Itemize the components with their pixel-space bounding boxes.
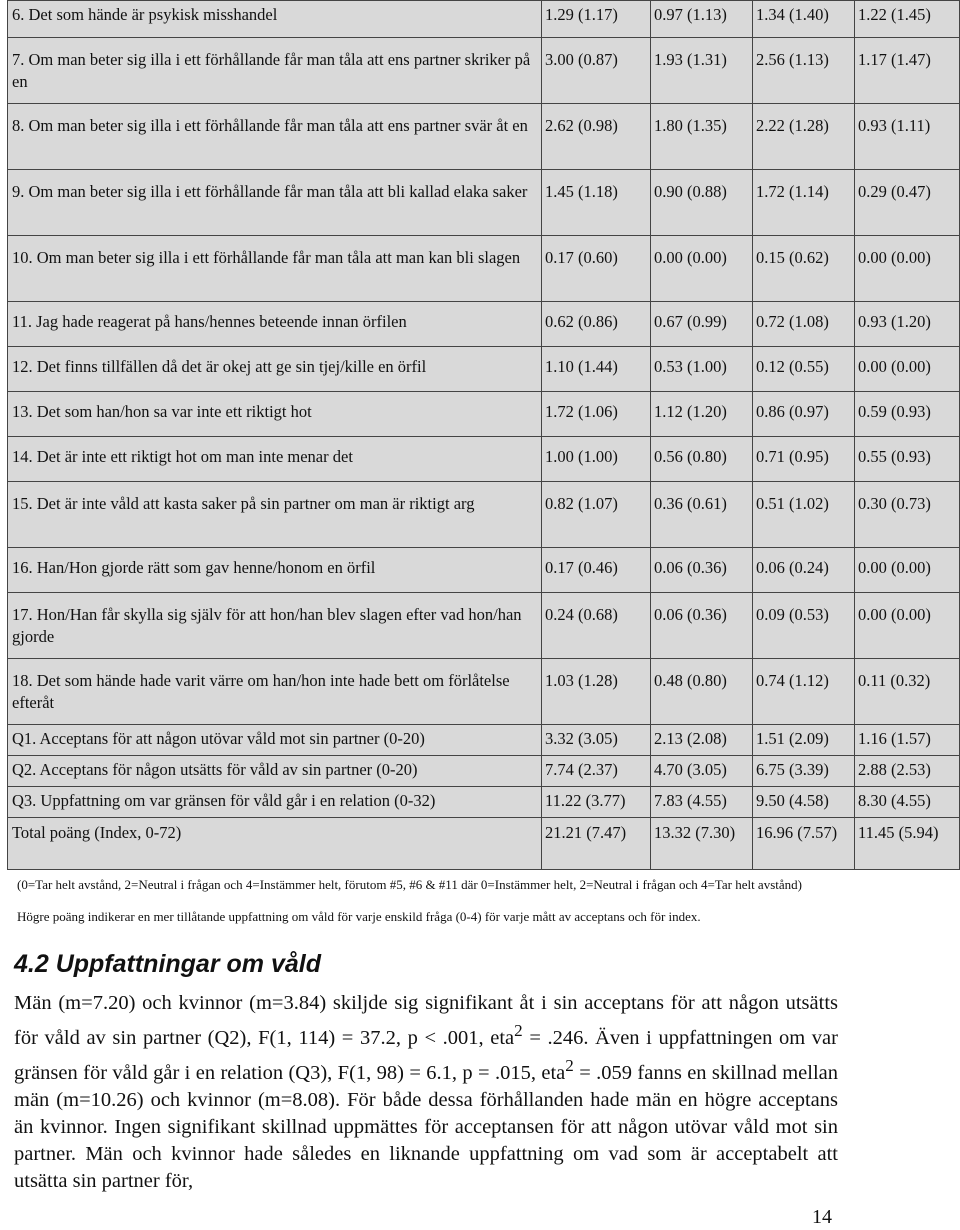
table-row [8,659,960,725]
value-cell: 0.72 (1.08) [753,302,855,347]
value-cell: 1.16 (1.57) [855,725,960,756]
question-label: 13. Det som han/hon sa var inte ett riktigt hot [8,392,542,437]
body-text-part-3: = .059 fanns en skillnad mellan män (m=10.26) och kvinnor (m=8.08). För både dessa förhållanden hade män en högre acceptans än kvinnor. Ingen signifikant skillnad uppmättes för acceptansen för att någon utövar våld mot sin partner. Män och kvinnor hade således en liknande uppfattning om vad som är acceptabelt att utsätta sin partner för, [14,1061,839,1192]
section-heading: 4.2 Uppfattningar om våld [14,950,321,978]
value-cell: 1.34 (1.40) [753,1,855,38]
value-cell: 11.22 (3.77) [542,787,651,818]
value-cell: 0.15 (0.62) [753,236,855,302]
question-label: 10. Om man beter sig illa i ett förhållande får man tåla att man kan bli slagen [8,236,542,302]
table-row [8,787,960,818]
results-table [7,0,960,870]
question-label: Q3. Uppfattning om var gränsen för våld går i en relation (0-32) [8,787,542,818]
question-label: Q2. Acceptans för någon utsätts för våld av sin partner (0-20) [8,756,542,787]
value-cell: 0.53 (1.00) [651,347,753,392]
table-row [8,593,960,659]
value-cell: 0.93 (1.20) [855,302,960,347]
question-label: 6. Det som hände är psykisk misshandel [8,1,542,38]
question-label: 15. Det är inte våld att kasta saker på sin partner om man är riktigt arg [8,482,542,548]
value-cell: 0.30 (0.73) [855,482,960,548]
question-label: 18. Det som hände hade varit värre om han/hon inte hade bett om förlåtelse efteråt [8,659,542,725]
value-cell: 0.29 (0.47) [855,170,960,236]
question-label: 9. Om man beter sig illa i ett förhållande får man tåla att bli kallad elaka saker [8,170,542,236]
value-cell: 0.55 (0.93) [855,437,960,482]
question-label: 8. Om man beter sig illa i ett förhållande får man tåla att ens partner svär åt en [8,104,542,170]
value-cell: 0.00 (0.00) [855,548,960,593]
value-cell: 0.93 (1.11) [855,104,960,170]
value-cell: 0.06 (0.36) [651,593,753,659]
value-cell: 9.50 (4.58) [753,787,855,818]
value-cell: 1.03 (1.28) [542,659,651,725]
question-label: 14. Det är inte ett riktigt hot om man inte menar det [8,437,542,482]
value-cell: 6.75 (3.39) [753,756,855,787]
value-cell: 11.45 (5.94) [855,818,960,870]
table-row [8,170,960,236]
value-cell: 4.70 (3.05) [651,756,753,787]
value-cell: 0.09 (0.53) [753,593,855,659]
value-cell: 0.00 (0.00) [651,236,753,302]
value-cell: 0.12 (0.55) [753,347,855,392]
table-row [8,818,960,870]
value-cell: 0.90 (0.88) [651,170,753,236]
table-row [8,392,960,437]
page-number: 14 [812,1206,832,1228]
value-cell: 7.83 (4.55) [651,787,753,818]
superscript: 2 [514,1021,523,1040]
superscript: 2 [565,1055,574,1075]
value-cell: 0.51 (1.02) [753,482,855,548]
question-label: 12. Det finns tillfällen då det är okej att ge sin tjej/kille en örfil [8,347,542,392]
value-cell: 8.30 (4.55) [855,787,960,818]
table-row [8,1,960,38]
table-row [8,725,960,756]
value-cell: 0.97 (1.13) [651,1,753,38]
table-row [8,38,960,104]
value-cell: 1.93 (1.31) [651,38,753,104]
value-cell: 0.36 (0.61) [651,482,753,548]
value-cell: 7.74 (2.37) [542,756,651,787]
value-cell: 16.96 (7.57) [753,818,855,870]
value-cell: 0.86 (0.97) [753,392,855,437]
value-cell: 0.48 (0.80) [651,659,753,725]
value-cell: 0.17 (0.46) [542,548,651,593]
value-cell: 1.17 (1.47) [855,38,960,104]
value-cell: 0.71 (0.95) [753,437,855,482]
value-cell: 1.45 (1.18) [542,170,651,236]
value-cell: 0.74 (1.12) [753,659,855,725]
question-label: 17. Hon/Han får skylla sig själv för att hon/han blev slagen efter vad hon/han gjorde [8,593,542,659]
value-cell: 2.22 (1.28) [753,104,855,170]
value-cell: 0.11 (0.32) [855,659,960,725]
table-row [8,548,960,593]
value-cell: 1.72 (1.06) [542,392,651,437]
value-cell: 0.00 (0.00) [855,347,960,392]
table-row [8,482,960,548]
value-cell: 1.12 (1.20) [651,392,753,437]
question-label: 16. Han/Hon gjorde rätt som gav henne/honom en örfil [8,548,542,593]
value-cell: 0.62 (0.86) [542,302,651,347]
value-cell: 0.82 (1.07) [542,482,651,548]
table-row [8,756,960,787]
table-row [8,104,960,170]
value-cell: 0.24 (0.68) [542,593,651,659]
value-cell: 3.32 (3.05) [542,725,651,756]
value-cell: 0.06 (0.36) [651,548,753,593]
table-row [8,437,960,482]
value-cell: 2.13 (2.08) [651,725,753,756]
question-label: 11. Jag hade reagerat på hans/hennes beteende innan örfilen [8,302,542,347]
value-cell: 0.67 (0.99) [651,302,753,347]
value-cell: 0.17 (0.60) [542,236,651,302]
value-cell: 0.06 (0.24) [753,548,855,593]
table-row [8,347,960,392]
question-label: 7. Om man beter sig illa i ett förhållande får man tåla att ens partner skriker på en [8,38,542,104]
body-text-part-2: = .246. Även i uppfattningen om var gränsen för våld går i en relation (Q3), F(1, 98) = 6.1, p = .015, eta [14,1026,838,1084]
table-row [8,302,960,347]
value-cell: 1.10 (1.44) [542,347,651,392]
value-cell: 1.29 (1.17) [542,1,651,38]
value-cell: 3.00 (0.87) [542,38,651,104]
body-text-part-1: Män (m=7.20) och kvinnor (m=3.84) skiljde sig signifikant åt i sin acceptans för att någon utsätts för våld av sin partner (Q2), F(1, 114) = 37.2, p < .001, eta [14,992,838,1049]
table-row [8,236,960,302]
value-cell: 1.72 (1.14) [753,170,855,236]
value-cell: 13.32 (7.30) [651,818,753,870]
value-cell: 1.51 (2.09) [753,725,855,756]
value-cell: 21.21 (7.47) [542,818,651,870]
question-label: Q1. Acceptans för att någon utövar våld mot sin partner (0-20) [8,725,542,756]
results-table-body [8,1,960,870]
value-cell: 2.56 (1.13) [753,38,855,104]
scale-footnote: (0=Tar helt avstånd, 2=Neutral i frågan och 4=Instämmer helt, förutom #5, #6 & #11 där 0=Instämmer helt, 2=Neutral i frågan och 4=Tar helt avstånd) [17,877,802,892]
question-label: Total poäng (Index, 0-72) [8,818,542,870]
value-cell: 2.62 (0.98) [542,104,651,170]
value-cell: 1.22 (1.45) [855,1,960,38]
body-paragraph [14,990,838,1195]
value-cell: 1.80 (1.35) [651,104,753,170]
value-cell: 2.88 (2.53) [855,756,960,787]
value-cell: 0.00 (0.00) [855,236,960,302]
value-cell: 0.00 (0.00) [855,593,960,659]
value-cell: 1.00 (1.00) [542,437,651,482]
value-cell: 0.56 (0.80) [651,437,753,482]
value-cell: 0.59 (0.93) [855,392,960,437]
higher-score-footnote: Högre poäng indikerar en mer tillåtande uppfattning om våld för varje enskild fråga (0-4) för varje mått av acceptans och för index. [17,909,701,924]
